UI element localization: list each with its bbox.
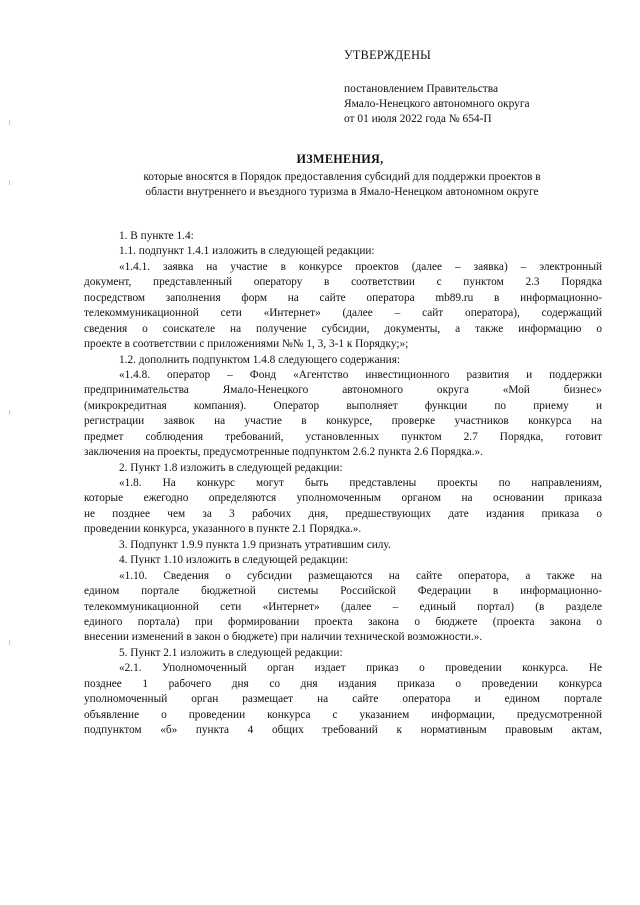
margin-mark [9,640,10,645]
paragraph-line: проекте в соответствии с приложениями №№ 1, 3, 3-1 к Порядку;»; [84,338,409,351]
paragraph-line: 1.2. дополнить подпунктом 1.4.8 следующего содержания: [119,353,401,366]
paragraph-line: «1.4.1. заявка на участие в конкурсе проектов (далее – заявка) – электронный [119,260,602,273]
paragraph-line: предмет соблюдения требований, установленных пунктом 2.7 Порядка, готовит [84,430,602,443]
paragraph-line: (микрокредитная компания). Оператор выполняет функции по приему и [84,399,602,412]
paragraph-line: 5. Пункт 2.1 изложить в следующей редакции: [119,646,343,659]
paragraph-line: сведения о соискателе на получение субсидии, документы, а также информацию о [84,322,602,335]
paragraph-line: «1.8. На конкурс могут быть представлены проекты по направлениям, [119,477,602,489]
paragraph-line: внесении изменений в закон о бюджете) при наличии технической возможности.». [84,631,483,644]
paragraph-line: телекоммуникационной сети «Интернет» (далее – сайт оператора), содержащий [84,307,602,320]
margin-mark [9,180,10,185]
paragraph-line: «1.10. Сведения о субсидии размещаются на сайте оператора, а также на [119,569,602,582]
paragraph-line: телекоммуникационной сети «Интернет» (далее – единый портал) (в разделе [84,600,602,613]
paragraph-line: «2.1. Уполномоченный орган издает приказ о проведении конкурса. Не [119,662,602,675]
paragraph-line: документ, представленный оператору в соответствии с пунктом 2.3 Порядка [84,276,602,289]
approval-line: от 01 июля 2022 года № 654-П [344,113,492,125]
document-title: ИЗМЕНЕНИЯ, [296,152,384,166]
paragraph-line: 1.1. подпункт 1.4.1 изложить в следующей редакции: [119,245,375,258]
paragraph-line: 4. Пункт 1.10 изложить в следующей редакции: [119,554,349,567]
approval-line: Ямало-Ненецкого автономного округа [344,98,530,110]
paragraph-line: 3. Подпункт 1.9.9 пункта 1.9 признать утратившим силу. [119,538,391,551]
margin-mark [9,120,10,125]
paragraph-line: предпринимательства Ямало-Ненецкого автономного округа «Мой бизнес» [84,384,602,397]
paragraph-line: едином портале бюджетной системы Российской Федерации в информационно- [84,585,602,598]
paragraph-line: позднее 1 рабочего дня со дня издания приказа о проведении конкурса [84,677,602,690]
subtitle-line: области внутреннего и въездного туризма в Ямало-Ненецком автономном округе [145,186,539,198]
paragraph-line: которые ежегодно определяются уполномоченным органом на основании приказа [84,492,602,505]
paragraph-line: 2. Пункт 1.8 изложить в следующей редакции: [119,461,343,474]
paragraph-line: объявление о проведении конкурса с указанием информации, предусмотренной [84,708,602,721]
paragraph-line: заключения на проекты, предусмотренные подпунктом 2.6.2 пункта 2.6 Порядка.». [84,446,483,459]
paragraph-line: не позднее чем за 3 рабочих дня, предшествующих дате издания приказа о [84,507,602,520]
document-subtitle [64,170,620,200]
paragraph-line: «1.4.8. оператор – Фонд «Агентство инвестиционного развития и поддержки [119,368,602,381]
paragraph-line: подпунктом «б» пункта 4 общих требований к нормативным правовым актам, [84,724,602,736]
paragraph-line: единого портала) при формировании проекта закона о бюджете (проекта закона о [84,615,602,628]
paragraph-line: уполномоченный орган размещает на сайте оператора и едином портале [84,693,602,706]
paragraph-line: регистрации заявок на участие в конкурсе, проверке участников конкурса на [84,415,602,428]
approval-line: постановлением Правительства [344,83,499,95]
document-body [84,229,602,738]
paragraph-line: 1. В пункте 1.4: [119,230,194,242]
approval-block [344,48,624,127]
approval-heading: УТВЕРЖДЕНЫ [344,48,432,62]
paragraph-line: посредством заполнения форм на сайте оператора mb89.ru в информационно- [84,291,602,304]
paragraph-line: проведении конкурса, указанного в пункте 2.1 Порядка.». [84,523,362,536]
margin-mark [9,410,10,415]
subtitle-line: которые вносятся в Порядок предоставления субсидий для поддержки проектов в [143,171,541,183]
